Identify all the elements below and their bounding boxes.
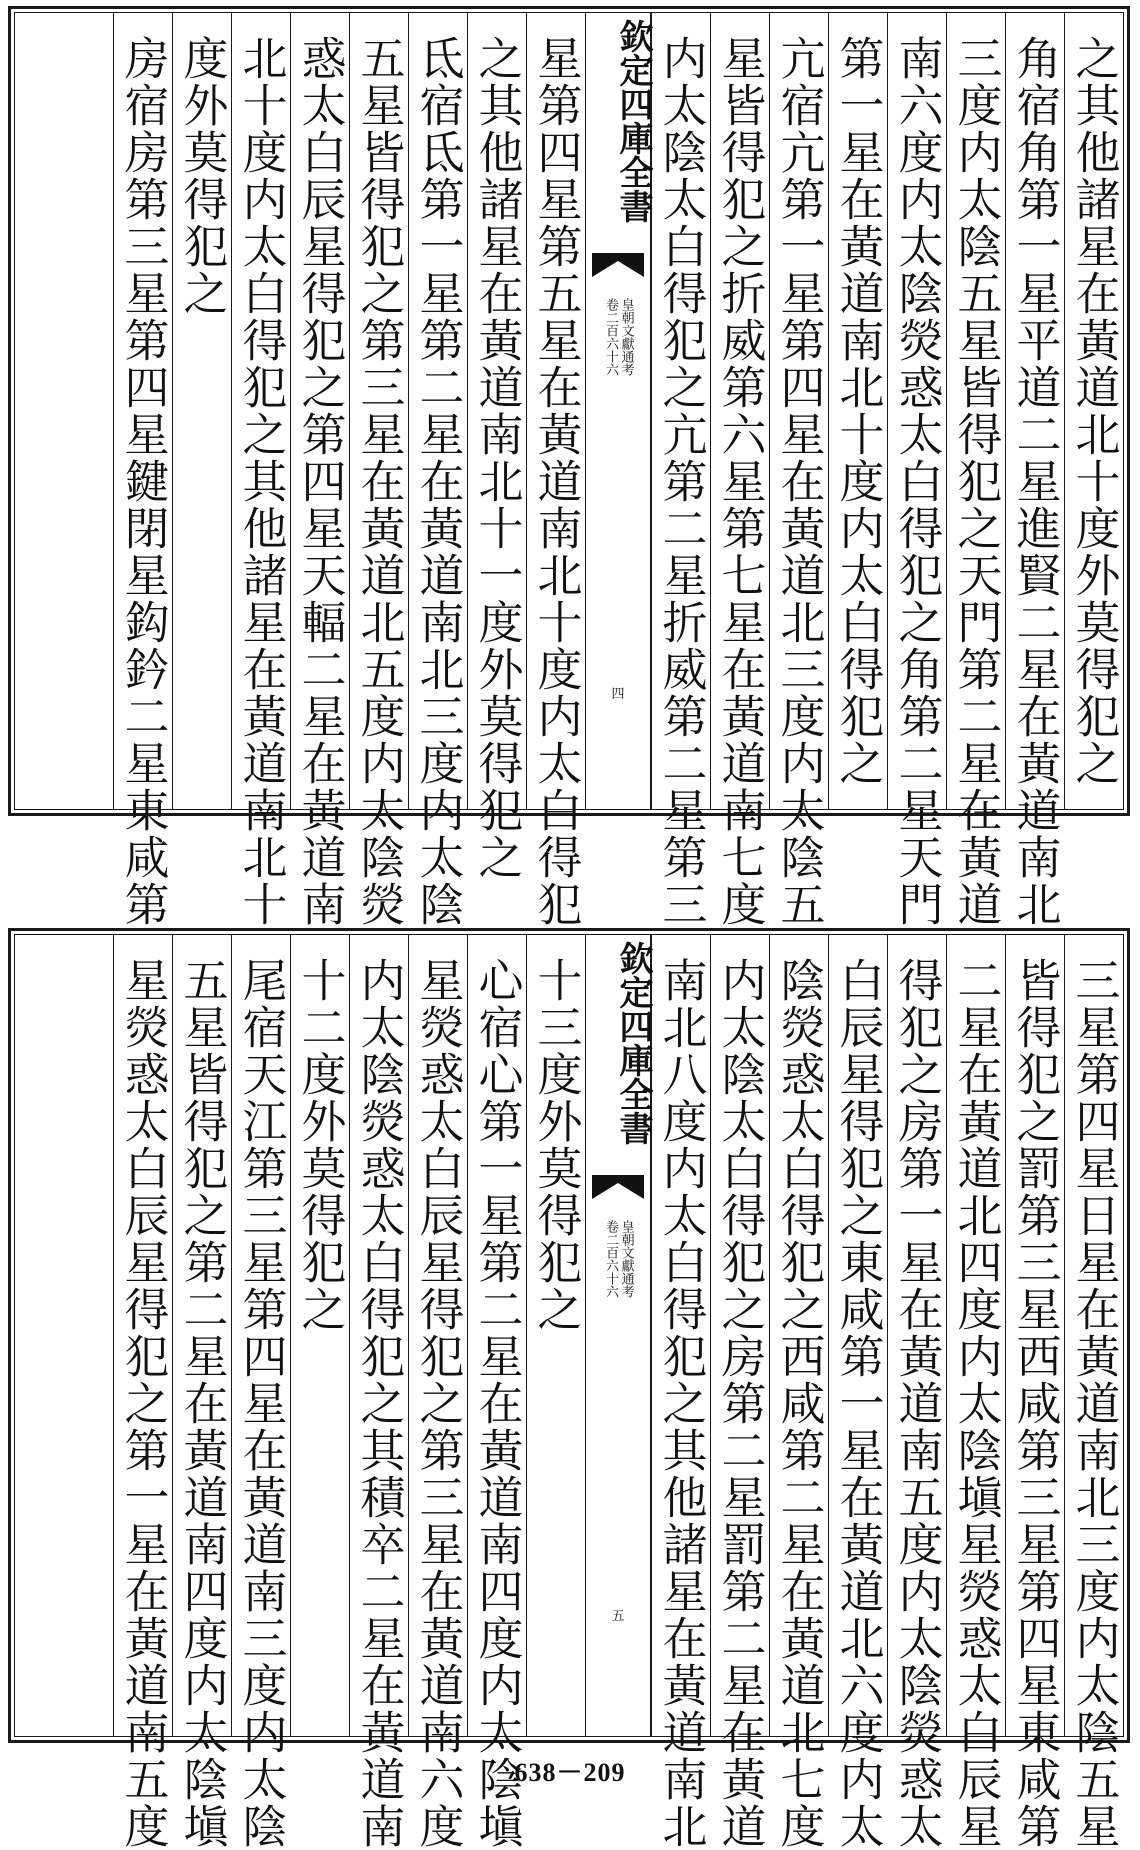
subtitle-volume: 卷二百六十六 xyxy=(603,1220,618,1298)
column-text: 之其他諸星在黃道南北十一度外莫得犯之 xyxy=(470,35,524,881)
subtitle-work-name: 皇朝文獻通考 xyxy=(618,298,634,376)
page-number: 四 xyxy=(611,687,625,702)
column-text: 得犯之房第一星在黃道南五度内太陰熒惑太 xyxy=(890,957,944,1850)
subtitle-volume: 卷二百六十六 xyxy=(603,298,618,376)
text-column xyxy=(887,13,946,928)
column-text: 星熒惑太白辰星得犯之第一星在黃道南五度 xyxy=(116,957,170,1850)
text-column xyxy=(231,13,290,928)
column-text: 南六度内太陰熒惑太白得犯之角第二星天門 xyxy=(890,35,944,928)
text-column xyxy=(526,935,585,1736)
column-text: 五星皆得犯之第三星在黃道北五度内太陰熒 xyxy=(352,35,406,928)
column-text: 三星第四星日星在黃道南北三度内太陰五星 xyxy=(1067,957,1121,1850)
text-column xyxy=(349,13,408,928)
text-column xyxy=(710,13,769,928)
column-text: 尾宿天江第三星第四星在黃道南三度内太陰 xyxy=(234,957,288,1850)
column-text: 南北八度内太白得犯之其他諸星在黃道南北 xyxy=(654,957,708,1850)
text-column xyxy=(946,13,1005,928)
text-column xyxy=(408,935,467,1850)
column-text: 十二度外莫得犯之 xyxy=(293,957,347,1333)
text-column xyxy=(290,935,349,1736)
column-text: 房宿房第三星第四星鍵閉星鈎鈐二星東咸第 xyxy=(116,35,170,928)
text-column xyxy=(349,935,408,1850)
book-title: 欽定四庫全書 xyxy=(613,19,653,223)
text-column xyxy=(113,935,172,1850)
fish-tail-mark-icon xyxy=(592,1175,644,1199)
column-text: 十三度外莫得犯之 xyxy=(529,957,583,1333)
column-text: 星熒惑太白辰星得犯之第三星在黃道南六度 xyxy=(411,957,465,1850)
column-text: 陰熒惑太白得犯之西咸第二星在黃道北七度 xyxy=(772,957,826,1850)
text-column xyxy=(231,935,290,1850)
book-subtitle xyxy=(586,298,650,376)
text-column xyxy=(828,935,887,1850)
column-text: 惑太白辰星得犯之第四星天輻二星在黃道南 xyxy=(293,35,347,928)
column-text: 氐宿氐第一星第二星在黃道南北三度内太陰 xyxy=(411,35,465,928)
column-text: 度外莫得犯之 xyxy=(175,35,229,317)
book-subtitle xyxy=(586,1220,650,1298)
text-column xyxy=(946,935,1005,1850)
column-text: 心宿心第一星第二星在黃道南四度内太陰塡 xyxy=(470,957,524,1850)
text-column xyxy=(290,13,349,928)
text-column xyxy=(526,13,585,928)
column-text: 星第四星第五星在黃道南北十度内太白得犯 xyxy=(529,35,583,928)
column-text: 内太陰太白得犯之房第二星罰第二星在黃道 xyxy=(713,957,767,1850)
column-text: 五星皆得犯之第二星在黃道南四度内太陰塡 xyxy=(175,957,229,1850)
text-column xyxy=(467,13,526,881)
text-column xyxy=(172,935,231,1850)
text-column xyxy=(769,935,828,1850)
text-column xyxy=(1064,935,1123,1850)
text-column xyxy=(1005,935,1064,1850)
column-text: 内太陰熒惑太白得犯之其積卒二星在黃道南 xyxy=(352,957,406,1850)
column-text: 白辰星得犯之東咸第一星在黃道北六度内太 xyxy=(831,957,885,1850)
text-column xyxy=(467,935,526,1850)
text-column xyxy=(651,13,710,928)
column-text: 二星在黃道北四度内太陰塡星熒惑太白辰星 xyxy=(949,957,1003,1850)
text-column xyxy=(828,13,887,809)
column-text: 北十度内太白得犯之其他諸星在黃道南北十 xyxy=(234,35,288,928)
column-text: 内太陰太白得犯之亢第二星折威第二星第三 xyxy=(654,35,708,928)
subtitle-work-name: 皇朝文獻通考 xyxy=(618,1220,634,1298)
fish-tail-mark-icon xyxy=(592,253,644,277)
text-column xyxy=(1005,13,1064,928)
page-footer-reference: 638－209 xyxy=(514,1758,626,1787)
column-text: 皆得犯之罰第三星西咸第三星第四星東咸第 xyxy=(1008,957,1062,1850)
text-column xyxy=(651,935,710,1850)
page-number: 五 xyxy=(611,1609,625,1624)
column-text: 星皆得犯之折威第六星第七星在黃道南七度 xyxy=(713,35,767,928)
column-text: 第一星在黃道南北十度内太白得犯之 xyxy=(831,35,885,787)
column-text: 角宿角第一星平道二星進賢二星在黃道南北 xyxy=(1008,35,1062,928)
text-column xyxy=(887,935,946,1850)
column-text: 亢宿亢第一星第四星在黃道北三度内太陰五 xyxy=(772,35,826,928)
column-text: 三度内太陰五星皆得犯之天門第二星在黃道 xyxy=(949,35,1003,928)
center-fold-margin xyxy=(585,935,651,1736)
text-column xyxy=(172,13,231,809)
text-column xyxy=(710,935,769,1850)
center-fold-margin xyxy=(585,13,651,809)
upper-book-page xyxy=(8,6,1130,928)
column-text: 之其他諸星在黃道北十度外莫得犯之 xyxy=(1067,35,1121,787)
text-column xyxy=(113,13,172,928)
text-column xyxy=(769,13,828,928)
book-title: 欽定四庫全書 xyxy=(613,941,653,1145)
text-column xyxy=(1064,13,1123,809)
text-column xyxy=(408,13,467,928)
